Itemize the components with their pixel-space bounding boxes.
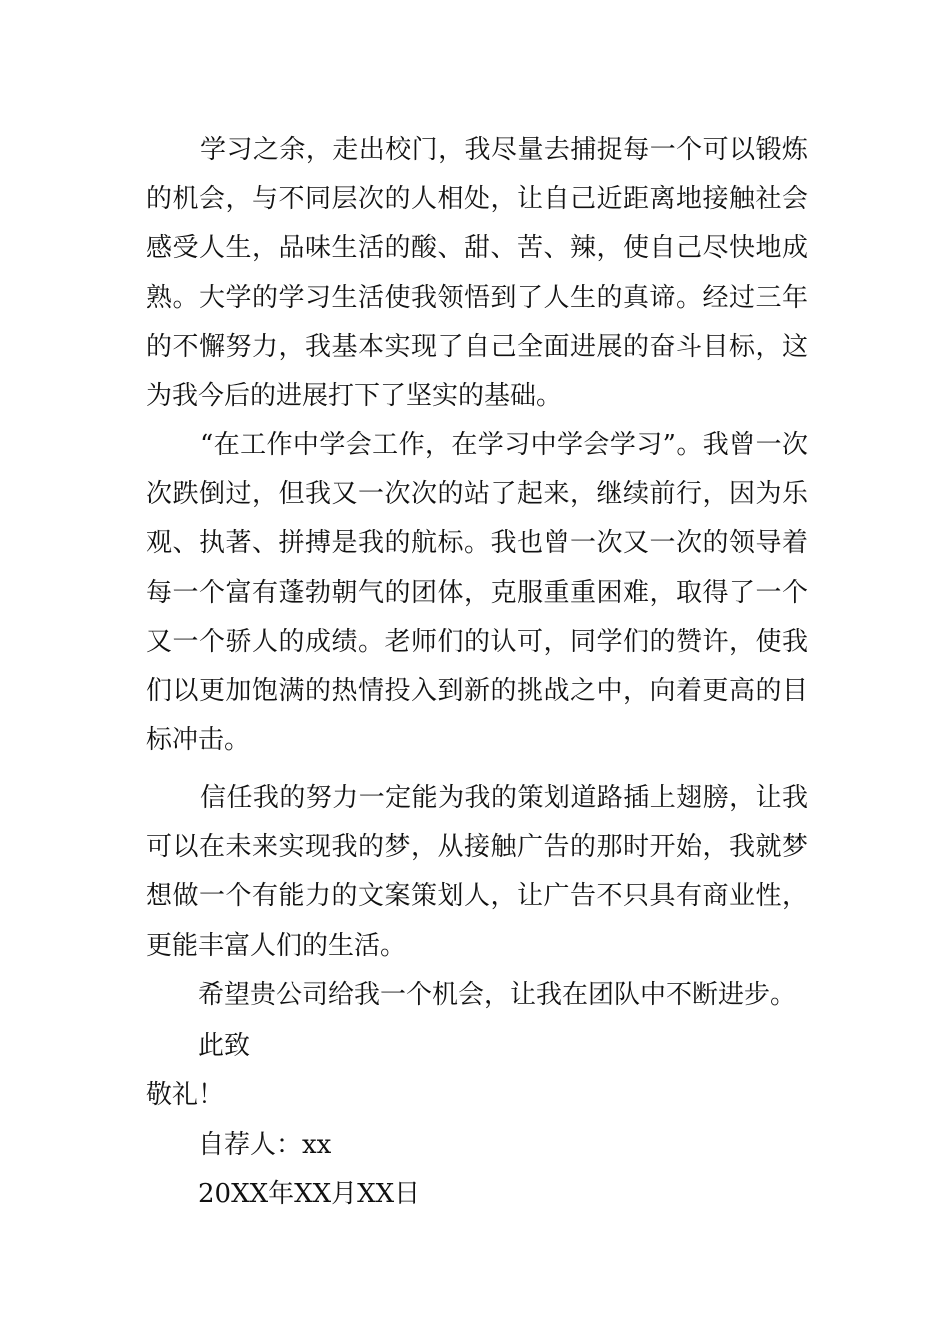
closing-wish: 希望贵公司给我一个机会，让我在团队中不断进步。 — [198, 980, 797, 1010]
signature-line: 自荐人：xx — [198, 1130, 332, 1160]
paragraph-3: 信任我的努力一定能为我的策划道路插上翅膀，让我可以在未来实现我的梦，从接触广告的那时开始，我就梦想做一个有能力的文案策划人，让广告不只具有商业性，更能丰富人们的生活。 — [146, 783, 808, 961]
paragraph-1: 学习之余，走出校门，我尽量去捕捉每一个可以锻炼的机会，与不同层次的人相处，让自己近距离地接触社会感受人生，品味生活的酸、甜、苦、辣，使自己尽快地成熟。大学的学习生活使我领悟到了人生的真谛。经过三年的不懈努力，我基本实现了自己全面进展的奋斗目标，这为我今后的进展打下了坚实的基础。 — [146, 135, 808, 412]
salutation-ci-zhi: 此致 — [198, 1031, 251, 1061]
date-line: 20XX年XX月XX日 — [198, 1179, 421, 1209]
salutation-jing-li: 敬礼！ — [146, 1080, 225, 1110]
paragraph-2: “在工作中学会工作，在学习中学会学习”。我曾一次次跌倒过，但我又一次次的站了起来，继续前行，因为乐观、执著、拼搏是我的航标。我也曾一次又一次的领导着每一个富有蓬勃朝气的团体，克服重重困难，取得了一个又一个骄人的成绩。老师们的认可，同学们的赞许，使我们以更加饱满的热情投入到新的挑战之中，向着更高的目标冲击。 — [146, 430, 808, 756]
